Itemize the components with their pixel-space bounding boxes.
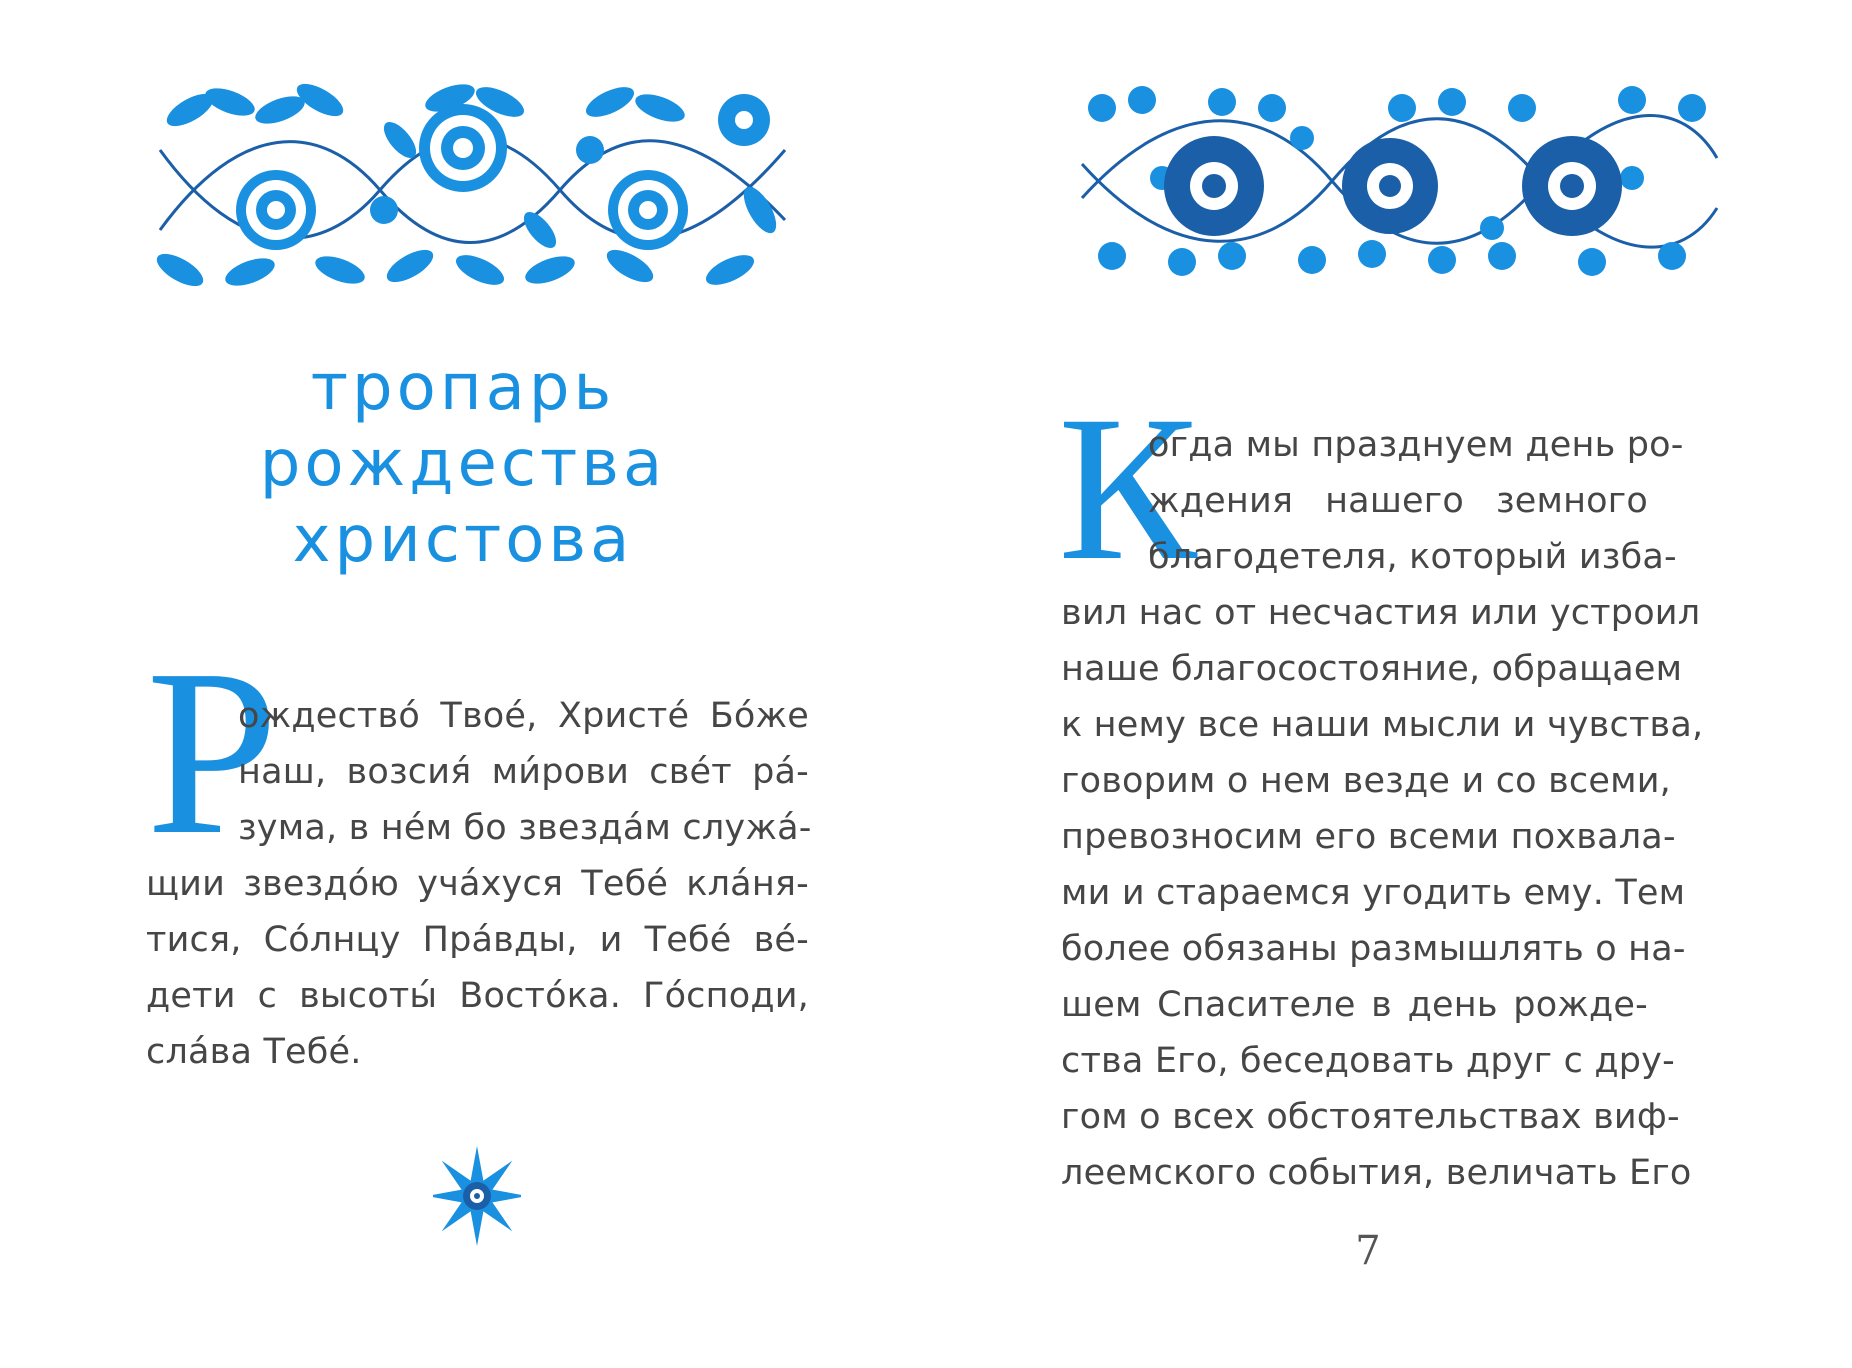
floral-border-ornament <box>1072 78 1724 284</box>
body-text-line: ждения нашего земного <box>1148 481 1648 521</box>
page-title <box>0 350 926 578</box>
body-text-line: к нему все наши мысли и чувства, <box>1061 705 1704 745</box>
body-text-line: гом о всех обстоятельствах виф- <box>1061 1097 1680 1137</box>
body-text-line: вил нас от несчастия или устроил <box>1061 593 1701 633</box>
star-ornament <box>433 1145 521 1247</box>
prayer-text-line: наш, возсия́ ми́рови све́т ра́- <box>238 752 809 792</box>
prayer-text-line: сла́ва Тебе́. <box>146 1032 362 1072</box>
title-line: рождества <box>259 427 667 501</box>
title-line: христова <box>292 503 634 577</box>
body-text-line: наше благосостояние, обращаем <box>1061 649 1683 689</box>
prayer-text-line: тися, Со́лнцу Пра́вды, и Тебе́ ве́- <box>146 920 809 960</box>
body-text-line: более обязаны размышлять о на- <box>1061 929 1686 969</box>
drop-cap: Р <box>146 621 279 884</box>
body-text-line: ства Его, беседовать друг с дру- <box>1061 1041 1675 1081</box>
body-text-line: ми и стараемся угодить ему. Тем <box>1061 873 1686 913</box>
body-text-line: превозносим его всеми похвала- <box>1061 817 1676 857</box>
body-text-line: благодетеля, который изба- <box>1148 537 1677 577</box>
right-page <box>926 0 1852 1368</box>
body-text-line: говорим о нем везде и со всеми, <box>1061 761 1671 801</box>
title-line: тропарь <box>310 351 616 425</box>
prayer-text-line: щии звездо́ю уча́хуся Тебе́ кла́ня- <box>146 864 809 904</box>
floral-border-ornament <box>150 80 795 292</box>
drop-cap: К <box>1058 373 1197 603</box>
body-text-line: леемского события, величать Его <box>1061 1153 1692 1193</box>
page-number: 7 <box>1355 1228 1381 1274</box>
prayer-text-line: дети с высоты́ Восто́ка. Го́споди, <box>146 976 809 1016</box>
prayer-text-line: ождество́ Твое́, Христе́ Бо́же <box>238 696 809 736</box>
body-text-line: шем Спасителе в день рожде- <box>1061 985 1648 1025</box>
prayer-text-line: зума, в не́м бо звезда́м служа́- <box>238 808 812 848</box>
body-text-line: огда мы празднуем день ро- <box>1148 425 1684 465</box>
